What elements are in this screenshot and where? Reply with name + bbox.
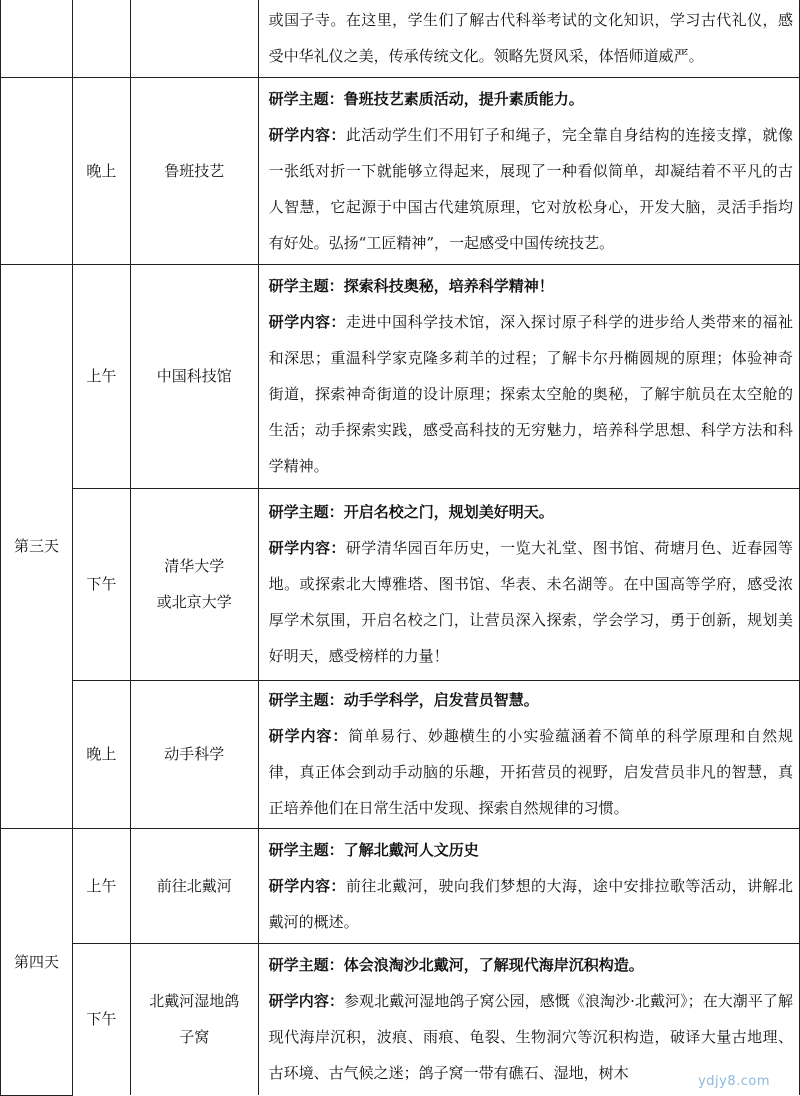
table-row — [1, 488, 800, 680]
content-cell — [258, 943, 799, 1095]
content-label: 研学内容： — [268, 992, 344, 1011]
content-cell — [258, 0, 799, 77]
content-label: 研学内容： — [268, 313, 346, 331]
theme-text: 体会浪淘沙北戴河，了解现代海岸沉积构造。 — [343, 956, 644, 975]
theme-line — [269, 682, 793, 718]
place-cell — [130, 943, 258, 1095]
day-cell — [1, 77, 73, 264]
place-cell: 动手科学 — [130, 680, 258, 828]
content-cell — [258, 77, 799, 264]
theme-text: 动手学科学，启发营员智慧。 — [343, 691, 539, 709]
period-cell: 上午 — [72, 828, 130, 943]
content-text: 前往北戴河，驶向我们梦想的大海，途中安排拉歌等活动，讲解北戴河的概述。 — [268, 876, 793, 931]
place-line: 子窝 — [179, 1028, 210, 1047]
theme-label: 研学主题： — [268, 956, 344, 975]
theme-label: 研学主题： — [268, 89, 344, 108]
place-cell — [130, 0, 258, 77]
theme-text: 开启名校之门，规划美好明天。 — [343, 503, 554, 521]
place-cell: 前往北戴河 — [130, 828, 258, 943]
content-line — [269, 868, 793, 940]
table-row — [1, 0, 800, 77]
theme-text: 了解北戴河人文历史 — [343, 840, 479, 859]
place-line: 北戴河湿地鸽 — [149, 992, 240, 1011]
period-cell: 晚上 — [72, 680, 130, 828]
place-line: 或北京大学 — [156, 593, 232, 611]
table-row — [1, 77, 800, 264]
period-cell: 上午 — [72, 264, 130, 488]
place-line: 清华大学 — [164, 557, 225, 575]
period-cell: 下午 — [72, 488, 130, 680]
table-row — [1, 943, 800, 1095]
table-row — [1, 680, 800, 828]
content-line — [269, 304, 793, 484]
content-text: 或国子寺。在这里，学生们了解古代科举考试的文化知识，学习古代礼仪，感受中华礼仪之美，传承传统文化。领略先贤风采，体悟师道威严。 — [268, 11, 793, 66]
theme-label: 研学主题： — [268, 691, 344, 709]
theme-line — [269, 81, 793, 117]
content-label: 研学内容： — [268, 125, 346, 144]
place-cell: 鲁班技艺 — [130, 77, 258, 264]
theme-label: 研学主题： — [268, 503, 344, 521]
content-line — [269, 117, 793, 261]
watermark: ydjy8.com — [698, 1074, 770, 1089]
content-text: 简单易行、妙趣横生的小实验蕴涵着不简单的科学原理和自然规律，真正体会到动手动脑的乐趣，开拓营员的视野，启发营员非凡的智慧，真正培养他们在日常生活中发现、探索自然规律的习惯。 — [268, 727, 793, 817]
content-cell — [258, 264, 799, 488]
place-cell — [130, 488, 258, 680]
content-line — [269, 530, 793, 674]
content-cell — [258, 680, 799, 828]
content-label: 研学内容： — [268, 727, 349, 745]
period-cell — [72, 0, 130, 77]
period-cell: 晚上 — [72, 77, 130, 264]
theme-text: 探索科技奥秘，培养科学精神！ — [343, 277, 554, 295]
period-cell: 下午 — [72, 943, 130, 1095]
theme-line — [269, 832, 793, 868]
theme-label: 研学主题： — [268, 840, 344, 859]
content-cell — [258, 828, 799, 943]
day-label: 第四天 — [1, 828, 73, 1095]
place-cell: 中国科技馆 — [130, 264, 258, 488]
content-text: 此活动学生们不用钉子和绳子，完全靠自身结构的连接支撑，就像一张纸对折一下就能够立得起来，展现了一种看似简单，却凝结着不平凡的古人智慧，它起源于中国古代建筑原理，它对放松身心，开发大脑，灵活手指均有好处。弘扬“工匠精神”，一起感受中国传统技艺。 — [268, 125, 793, 252]
content-cell — [258, 488, 799, 680]
theme-text: 鲁班技艺素质活动，提升素质能力。 — [343, 89, 584, 108]
theme-label: 研学主题： — [268, 277, 344, 295]
table-row — [1, 828, 800, 943]
theme-line — [269, 947, 793, 983]
content-label: 研学内容： — [268, 876, 346, 895]
content-label: 研学内容： — [268, 539, 346, 557]
content-text: 走进中国科学技术馆，深入探讨原子科学的进步给人类带来的福祉和深思；重温科学家克隆多莉羊的过程；了解卡尔丹椭圆规的原理；体验神奇街道，探索神奇街道的设计原理；探索太空舱的奥秘，了解宇航员在太空舱的生活；动手探索实践，感受高科技的无穷魅力，培养科学思想、科学方法和科学精神。 — [268, 313, 793, 475]
day-label: 第三天 — [1, 264, 73, 828]
table-row — [1, 264, 800, 488]
content-text: 参观北戴河湿地鸽子窝公园，感慨《浪淘沙·北戴河》；在大潮平了解现代海岸沉积，波痕、雨痕、龟裂、生物洞穴等沉积构造，破译大量古地理、古环境、古气候之迷；鸽子窝一带有礁石、湿地，树木 — [268, 992, 793, 1083]
content-text: 研学清华园百年历史，一览大礼堂、图书馆、荷塘月色、近春园等地。或探索北大博雅塔、图书馆、华表、未名湖等。在中国高等学府，感受浓厚学术氛围，开启名校之门，让营员深入探索，学会学习，勇于创新，规划美好明天，感受榜样的力量！ — [268, 539, 793, 665]
theme-line — [269, 494, 793, 530]
theme-line — [269, 268, 793, 304]
content-line — [269, 718, 793, 826]
day-cell — [1, 0, 73, 77]
